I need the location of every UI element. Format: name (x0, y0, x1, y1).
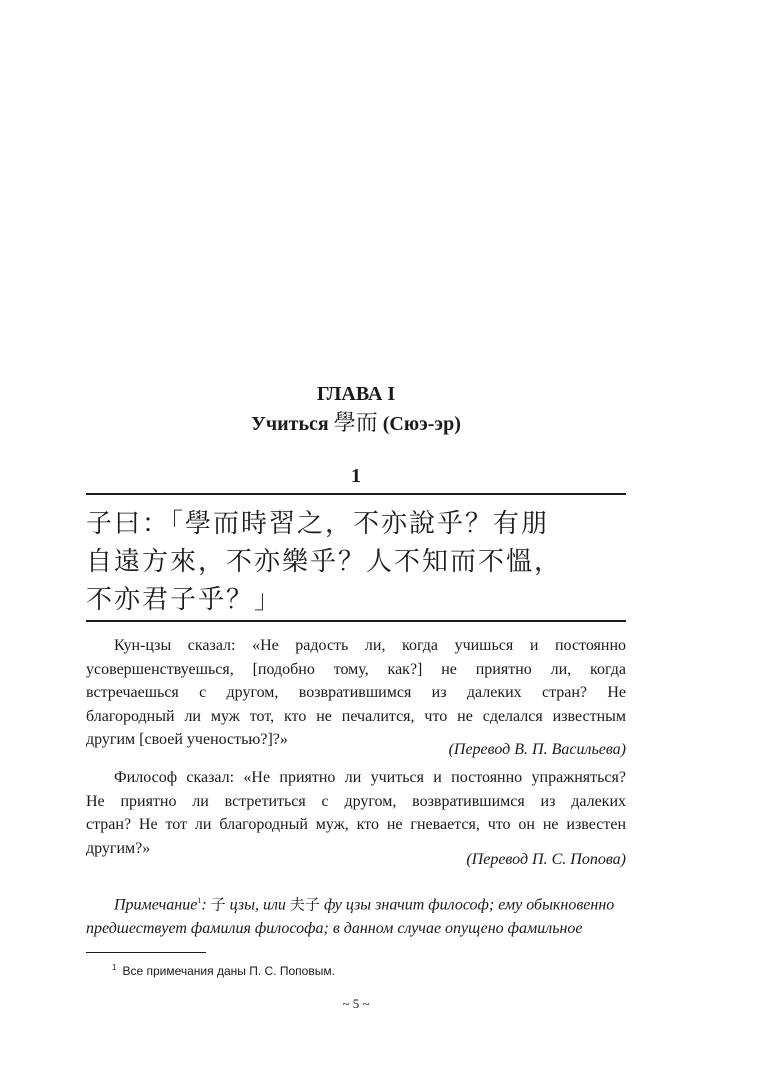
chapter-subtitle-russian: Учиться (251, 413, 329, 435)
note-text: цзы, или (225, 896, 290, 914)
footnote (112, 959, 612, 980)
text-line: Философ сказал: «Не приятно ли учиться и постоянно упражняться? (114, 769, 626, 786)
chapter-subtitle-chinese: 學而 (333, 411, 378, 436)
chinese-line: 子曰：「學而時習之，不亦說乎？有朋 (86, 509, 550, 539)
text-line: благородный ли муж тот, кто не печалится, что не сделался известным (86, 707, 626, 725)
chapter-subtitle-transliteration: (Сюэ-эр) (382, 413, 461, 435)
text-line: стран? Не тот ли благородный муж, кто не гневается, что он не известен (86, 816, 626, 833)
note-line (86, 889, 626, 917)
footnote-reference[interactable]: 1 (197, 896, 202, 905)
note-chinese-term: 子 (210, 895, 226, 914)
chinese-line: 自遠方來，不亦樂乎？人不知而不慍， (86, 547, 563, 577)
note-text: фу цзы значит философ; ему обыкновенно (319, 896, 615, 914)
chapter-title: ГЛАВА I (316, 383, 396, 405)
note-chinese-term: 夫子 (289, 895, 320, 914)
top-rule (86, 493, 626, 495)
note-text: : (201, 896, 211, 914)
chapter-subtitle (86, 410, 626, 438)
chinese-original-text (86, 505, 626, 619)
footnote-marker: 1 (112, 963, 117, 972)
note-label: Примечание (114, 896, 198, 914)
translation-credit-vasiliev: (Перевод В. П. Васильева) (448, 741, 626, 758)
text-line: встречаешься с другом, возвратившимся из далеких стран? Не (86, 684, 626, 701)
note-line: предшествует фамилия философа; в данном случае опущено фамильное (86, 920, 583, 938)
page-number: ~ 5 ~ (342, 996, 370, 1011)
translation-popov (86, 766, 626, 860)
translation-vasiliev (86, 634, 626, 752)
text-line: другим [своей ученостью?]?» (86, 731, 288, 748)
section-number: 1 (351, 465, 361, 487)
commentary-note (86, 889, 626, 941)
footnote-separator (86, 952, 206, 953)
text-line: Кун-цзы сказал: «Не радость ли, когда учишься и постоянно (114, 637, 626, 654)
text-line: Не приятно ли встретиться с другом, возвратившимся из далеких (86, 792, 626, 810)
translation-credit-popov: (Перевод П. С. Попова) (466, 851, 626, 868)
chinese-line: 不亦君子乎？」 (86, 585, 283, 615)
text-line: усовершенствуешься, [подобно тому, как?] не приятно ли, когда (86, 660, 626, 678)
text-line: другим?» (86, 839, 151, 857)
footnote-text: Все примечания даны П. С. Поповым. (122, 964, 335, 978)
bottom-rule (86, 620, 626, 622)
